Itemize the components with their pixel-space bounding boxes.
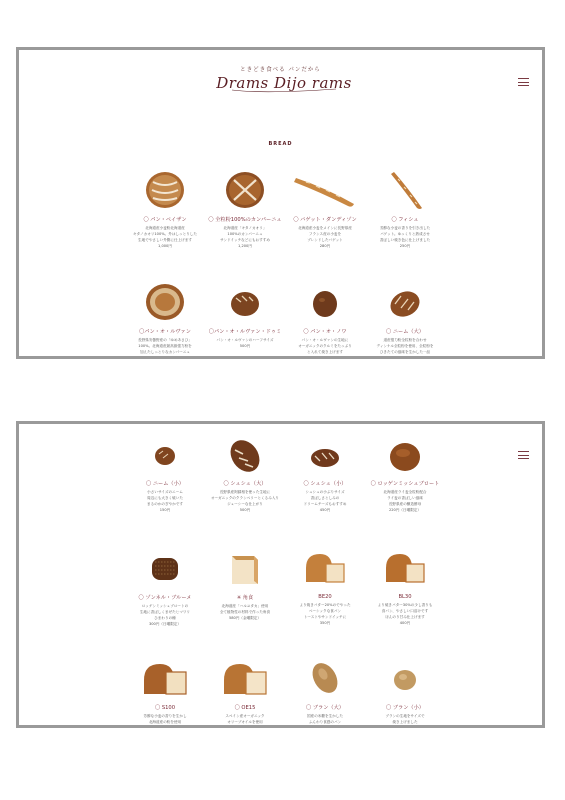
product-card[interactable] <box>285 168 365 249</box>
product-price: 280円 <box>319 244 331 248</box>
ficelle-icon <box>380 168 430 212</box>
product-name[interactable]: BE20 <box>318 594 332 600</box>
product-card[interactable] <box>365 436 445 513</box>
bread-walnut-icon <box>303 280 347 324</box>
bread-round-scored-icon <box>143 168 187 212</box>
product-desc: 芳醇な小麦の香りを生かし 北海道産の粉を使用 <box>143 714 187 724</box>
bread-levain-icon <box>143 280 187 324</box>
baguette-icon <box>290 168 360 212</box>
product-desc: 北海道産「ハルユタカ」使用 全て植物性の材料で作った角食 <box>219 604 271 614</box>
product-name[interactable]: 〇 ブラン（小） <box>386 705 424 711</box>
site-tagline: ときどき食べる パンだから <box>240 67 321 73</box>
hamburger-menu-icon[interactable] <box>518 78 529 86</box>
product-name[interactable]: 〇 バゲット・ダンディゾン <box>293 217 357 223</box>
product-card[interactable] <box>125 168 205 249</box>
product-card[interactable] <box>285 546 365 626</box>
product-desc: より焼きバター30%の少し香りも 食パン、やさしい口溶けです ほんのり甘み仕上げます <box>377 603 433 619</box>
bread-chouchou-large-icon <box>223 436 267 476</box>
product-desc: スペイン産オーガニック オリーブオイルを使用 <box>225 714 265 724</box>
product-desc: 国産の米糠を生かした ふんわり食感のパン <box>307 714 343 724</box>
product-name[interactable]: 〇 パン・ペイザン <box>143 217 187 223</box>
product-desc: パン・オ・ルヴァンの生地に オーガニックのクルミをたっぷり と入れて焼き上げます <box>298 338 352 354</box>
product-price: 300円（日曜限定） <box>148 622 181 626</box>
bread-loaf-oe15-icon <box>220 656 270 700</box>
product-price: 220円（日曜限定） <box>388 508 421 512</box>
product-price: 150円 <box>159 508 171 512</box>
product-name[interactable]: 〇 フィシュ <box>391 217 419 223</box>
section-title-bread: BREAD <box>268 141 293 147</box>
bread-kakushoku-icon <box>223 546 267 590</box>
product-desc: 小さいサイズのニーム 周辺にも大きく焼いた まるのかのぎやかです <box>147 490 183 506</box>
product-name[interactable]: 〇 パン・オ・ノワ <box>303 329 347 335</box>
product-price: 350円 <box>319 621 331 625</box>
page-screenshot-top <box>16 47 545 359</box>
product-card[interactable] <box>365 656 445 725</box>
product-card[interactable] <box>205 280 285 349</box>
product-card[interactable] <box>125 546 205 627</box>
product-name[interactable]: 〇 S100 <box>154 705 176 711</box>
product-name[interactable]: BL30 <box>398 594 412 600</box>
product-name[interactable]: 〇 ゾンネル・ブルーメ <box>138 595 192 601</box>
bread-loaf-be20-icon <box>300 546 350 590</box>
product-price: 450円 <box>319 508 331 512</box>
product-desc: 北海道産小麦粉北海道産 キタノカオリ100%。外はしっとりした 生地でやさしい外側に仕上げます <box>133 226 197 242</box>
product-desc: 芳醇な小麦の香りを引き出した バゲット。ゆっくりと熟成させ 香ばしい焼き色に仕上げました <box>379 226 431 242</box>
site-logo[interactable] <box>216 72 352 94</box>
product-desc: シュシュの小ぶりサイズ 香ばしさとしみの ドリームチーズもおすすめ <box>303 490 347 506</box>
product-name[interactable]: 〇 ロッゲンミッシュブロート <box>370 481 440 487</box>
product-card[interactable] <box>365 546 445 626</box>
product-price: 580円（金曜限定） <box>228 616 261 620</box>
product-price: 1,000円 <box>158 244 172 248</box>
product-desc: 北海道産「キタノカオリ」 100%のカンパーニュ サンドイッチなどにもおすすめ <box>220 226 270 242</box>
product-card[interactable] <box>285 656 365 725</box>
product-price: 400円 <box>399 621 411 625</box>
product-desc: 北海道産ライ麦全粒粉配合 ライ麦の香ばしい風味 長野県産の醸造酵母 <box>383 490 427 506</box>
bread-sonnenblume-icon <box>143 546 187 590</box>
product-price: 250円 <box>399 244 411 248</box>
product-name[interactable]: 〇 ニーム（大） <box>386 329 424 335</box>
bread-bran-large-icon <box>303 656 347 700</box>
bread-nime-icon <box>383 280 427 324</box>
product-card[interactable] <box>125 656 205 725</box>
product-name[interactable]: 〇パン・オ・ルヴァン・ドゥミ <box>208 329 282 335</box>
product-desc: 道産強力粉全粒粉を合わせ ディンケル全粒粉を使用、全粒粉を ひきたての風味を生かした一品 <box>376 338 434 354</box>
product-desc: 長野県産阿蘇相を使った生地に オーガニックのクランベリーとくるみ入り ジューシーな仕上がり <box>210 490 280 506</box>
bread-bran-small-icon <box>383 656 427 700</box>
product-desc: より焼きバター20%のでやった ベーシックな食パン トーストやサンドイッチに <box>299 603 351 619</box>
bread-roggen-icon <box>383 436 427 476</box>
product-card[interactable] <box>125 280 205 355</box>
product-desc: パン・オ・ルヴァンのハーフサイズ <box>216 338 274 342</box>
product-price: 1,200円 <box>238 244 252 248</box>
product-name[interactable]: 〇 全粒粉100%のカンパーニュ <box>208 217 282 223</box>
product-name[interactable]: ✳ 角食 <box>236 595 254 601</box>
product-card[interactable] <box>285 436 365 513</box>
product-name[interactable]: 〇パン・オ・ルヴァン <box>139 329 191 335</box>
product-name[interactable]: 〇 ニーム（小） <box>146 481 184 487</box>
bread-loaf-s100-icon <box>140 656 190 700</box>
product-desc: ブランの生地をサイズで 焼き上げました <box>385 714 425 724</box>
bread-chouchou-small-icon <box>303 436 347 476</box>
bread-small-nime-icon <box>143 436 187 476</box>
product-price: 500円 <box>239 508 251 512</box>
logo-text: Drams Dijo rams <box>216 74 352 92</box>
bread-campagne-icon <box>223 168 267 212</box>
product-card[interactable] <box>205 656 285 725</box>
product-card[interactable] <box>205 168 285 249</box>
product-desc: ロッゲンミッシュブロートの 生地に香ばしくまぜたヒマワリ ひまわりの種 <box>139 604 191 620</box>
hamburger-menu-icon[interactable] <box>518 451 529 459</box>
product-desc: 長野県安曇野産の「ゆめあさひ」 100%。北海道産最高級強力粉を 加えたしっとりなカンパーニュ <box>138 338 192 354</box>
bread-levain-half-icon <box>223 280 267 324</box>
product-card[interactable] <box>285 280 365 355</box>
product-name[interactable]: 〇 ブラン（大） <box>306 705 344 711</box>
product-price: 500円 <box>239 344 251 348</box>
product-card[interactable] <box>125 436 205 513</box>
product-card[interactable] <box>365 280 445 355</box>
product-desc: 北海道産小麦をメインに長野県産 フランス産の小麦を ブレンドしたバゲット <box>298 226 352 242</box>
product-card[interactable] <box>365 168 445 249</box>
bread-loaf-bl30-icon <box>380 546 430 590</box>
product-card[interactable] <box>205 436 285 513</box>
product-card[interactable] <box>205 546 285 621</box>
product-name[interactable]: 〇 シュシュ（大） <box>223 481 267 487</box>
product-name[interactable]: 〇 OE15 <box>234 705 256 711</box>
product-name[interactable]: 〇 シュシュ（小） <box>303 481 347 487</box>
page-screenshot-bottom <box>16 421 545 728</box>
